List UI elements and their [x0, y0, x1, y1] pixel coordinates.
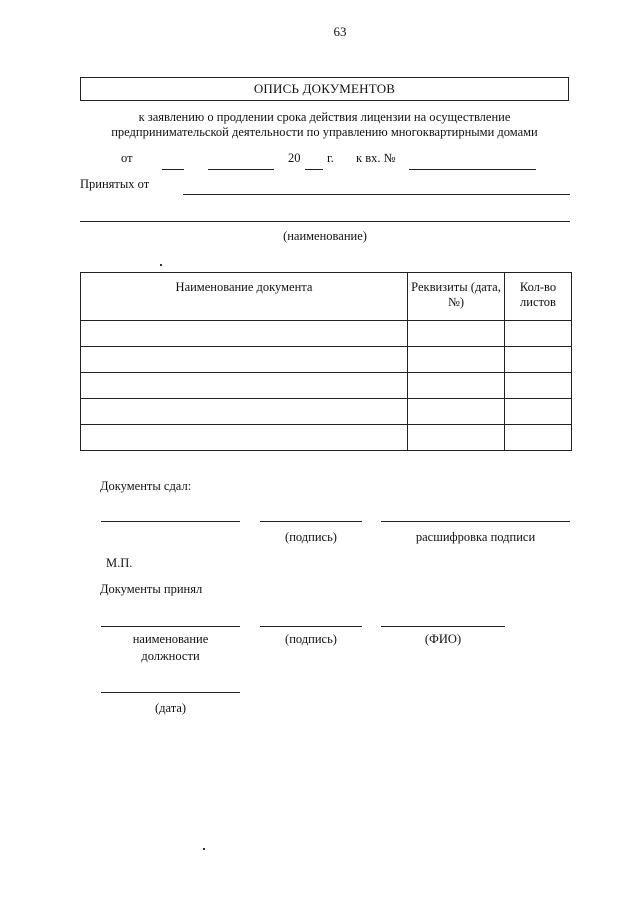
table-row	[81, 321, 572, 347]
accepted-from-label: Принятых от	[80, 177, 150, 191]
speck	[160, 264, 162, 266]
table-row	[81, 373, 572, 399]
table-cell[interactable]	[81, 425, 408, 451]
header-requisites: Реквизиты (дата, №)	[408, 273, 505, 321]
incoming-number-field[interactable]	[409, 169, 536, 170]
year-suffix: г.	[327, 151, 334, 165]
table-cell[interactable]	[81, 347, 408, 373]
day-field[interactable]	[162, 169, 184, 170]
received-name-field[interactable]	[381, 626, 505, 627]
table-cell[interactable]	[81, 399, 408, 425]
received-signature-caption: (подпись)	[285, 632, 337, 646]
table-cell[interactable]	[505, 373, 572, 399]
received-name-caption: (ФИО)	[424, 632, 462, 646]
received-position-field[interactable]	[101, 626, 240, 627]
year-field[interactable]	[305, 169, 323, 170]
received-date-caption: (дата)	[154, 701, 187, 715]
submitted-signature-field[interactable]	[260, 521, 362, 522]
received-label: Документы принял	[100, 582, 203, 596]
table-cell[interactable]	[408, 321, 505, 347]
incoming-number-label: к вх. №	[356, 151, 396, 165]
table-cell[interactable]	[81, 321, 408, 347]
document-title-box	[80, 77, 569, 101]
document-title: ОПИСЬ ДОКУМЕНТОВ	[253, 81, 396, 96]
table-cell[interactable]	[505, 425, 572, 451]
received-position-caption-2: должности	[141, 649, 200, 663]
received-position-caption-1: наименование	[132, 632, 209, 646]
month-field[interactable]	[208, 169, 274, 170]
accepted-from-field[interactable]	[183, 194, 570, 195]
table-row	[81, 399, 572, 425]
speck	[203, 848, 205, 850]
table-cell[interactable]	[505, 399, 572, 425]
table-row	[81, 425, 572, 451]
documents-table	[80, 272, 572, 451]
table-cell[interactable]	[408, 347, 505, 373]
subtitle-line-1: к заявлению о продлении срока действия лицензии на осуществление	[138, 110, 511, 124]
table-cell[interactable]	[505, 347, 572, 373]
table-cell[interactable]	[408, 425, 505, 451]
subtitle-line-2: предпринимательской деятельности по управлению многоквартирными домами	[111, 125, 538, 139]
submitted-signature-caption: (подпись)	[285, 530, 337, 544]
from-label: от	[121, 151, 133, 165]
accepted-from-field-2[interactable]	[80, 221, 570, 222]
table-cell[interactable]	[408, 373, 505, 399]
table-header-row	[81, 273, 572, 321]
accepted-from-caption: (наименование)	[283, 229, 367, 243]
submitted-name-field[interactable]	[381, 521, 570, 522]
received-date-field[interactable]	[101, 692, 240, 693]
page-number: 63	[333, 24, 347, 39]
table-cell[interactable]	[81, 373, 408, 399]
submitted-label: Документы сдал:	[100, 479, 192, 493]
year-prefix: 20	[288, 151, 301, 165]
submitted-decode-caption: расшифровка подписи	[415, 530, 536, 544]
received-signature-field[interactable]	[260, 626, 362, 627]
submitted-position-field[interactable]	[101, 521, 240, 522]
seal-label: М.П.	[106, 556, 133, 570]
header-document-name: Наименование документа	[81, 273, 408, 321]
table-cell[interactable]	[408, 399, 505, 425]
header-sheet-count: Кол-во листов	[505, 273, 572, 321]
table-row	[81, 347, 572, 373]
table-cell[interactable]	[505, 321, 572, 347]
